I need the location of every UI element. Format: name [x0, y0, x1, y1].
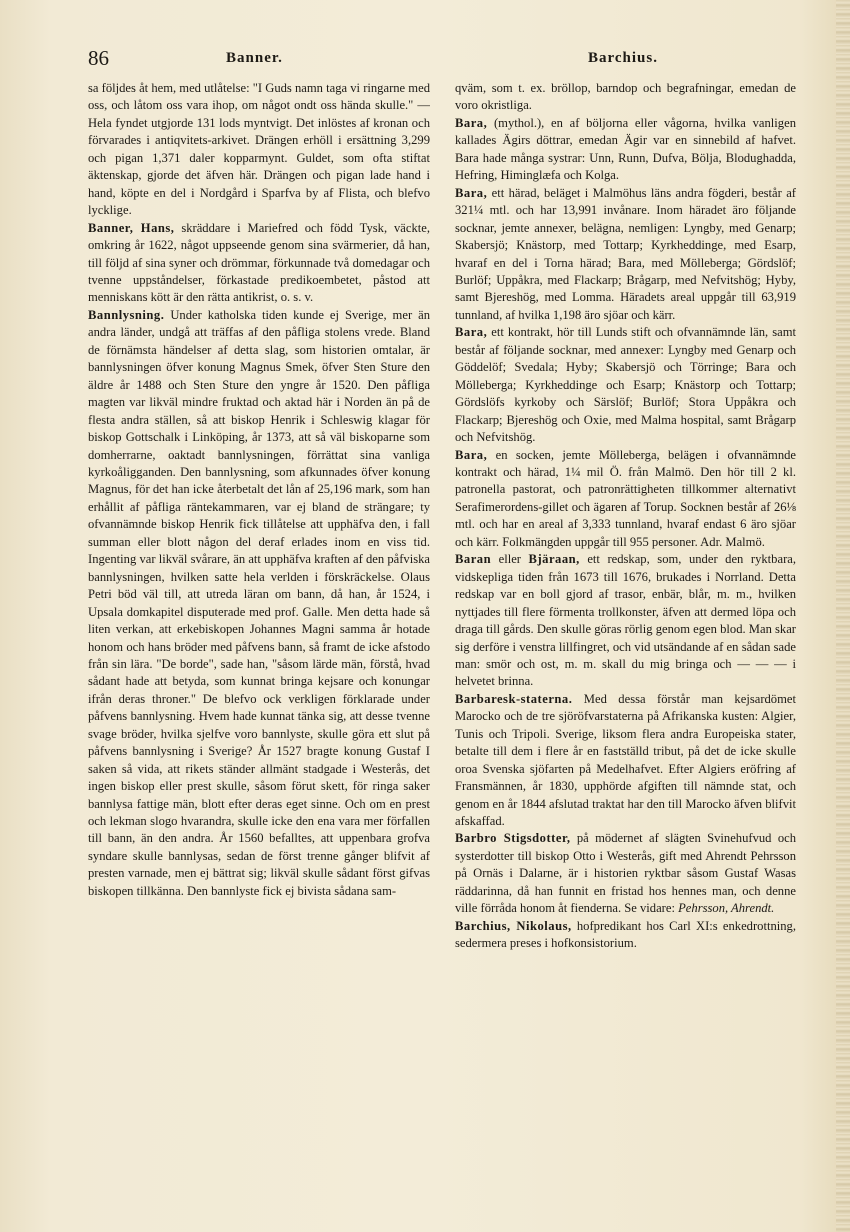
right-column — [455, 80, 796, 1200]
entry-headword: Bara, — [455, 325, 488, 340]
page-header — [88, 46, 810, 74]
entry-headword: Bara, — [455, 447, 488, 462]
entry-baran: Baran eller Bjäraan, ett redskap, som, under den ryktbara, vidskepliga tiden från 1673 till 1676, brukades i Norrland. Detta redskap var en boll gjord af trasor, enbär, blår, m. m., hvilken nyttjades till flere förmenta trollkonster, äfven att dermed löpa och draga till gårds. Den skulle göras rörlig genom egen blod. Man skar sig derföre i venstra lillfingret, och vid utsändande af en sådan sade man: smör och ost, m. m. skall du mig bringa och — — — i helvetet brinna. — [455, 552, 796, 689]
entry-banner-hans: Banner, Hans, skräddare i Mariefred och född Tysk, väckte, omkring år 1622, något uppseende genom sina svärmerier, då han, till följd af sina syner och drömmar, förkunnade två domedagar och tvenne uppståndelser, förkastade predikoembetet, påstod att menniskans kött är den rätta antikrist, o. s. v. — [88, 220, 430, 305]
entry-barbro-stigsdotter: Barbro Stigsdotter, på mödernet af slägten Svinehufvud och systerdotter till biskop Otto i Westerås, gift med Ahrendt Pehrsson på Ornäs i Dalarne, är i historien ryktbar såsom Gustaf Wasas räddarinna, då han funnit en fristad hos hennes man, och denne ville förråda honom åt fienderna. Se vidare: Pehrsson, Ahrendt. — [455, 831, 796, 916]
entry-bara-kontrakt: Bara, ett kontrakt, hör till Lunds stift och ofvannämnde län, samt består af följande socknar, med annexer: Lyngby med Genarp och Göddelöf; Svedala; Hyby; Skabersjö och Törringe; Bara och Mölleberga; Kyrkheddinge och Esarp; Knästorp och Tottarp; Gördslöfs kyrkoby och Särslöf; Burlöf; Stora Uppåkra och Flackarp; Bjereshög och Oxie, med Malma hospital, samt Brågarp och Nefvitshög. — [455, 325, 796, 445]
page-edge — [836, 0, 850, 1232]
cross-reference: Pehrsson, Ahrendt. — [678, 901, 775, 916]
entry-bara-harad: Bara, ett härad, beläget i Malmöhus läns andra fögderi, består af 321¼ mtl. och har 13,991 invånare. Inom häradet äro följande socknar, jemte annexer, belägna, nemligen: Lyngby, med Genarp; Skabersjö; Knästorp, med Tottarp; Kyrkheddinge, med Esarp, hvaraf en del i Torna härad; Bara, med Mölleberga; Gördslöf; Burlöf; Uppåkra, med Flackarp; Brågarp, med Nefvitshög; Hyby, samt Bjereshög, med Lomma. Häradets areal uppgår till 63,919 tunnland, af hvilka 1,198 äro sjöar och kärr. — [455, 185, 796, 322]
entry-headword: Bannlysning. — [88, 307, 165, 322]
entry-continuation: qväm, som t. ex. bröllop, barndop och begrafningar, emedan de voro okristliga. — [455, 81, 796, 113]
left-column — [88, 80, 430, 1200]
entry-headword-alt: Bjäraan, — [528, 552, 580, 567]
page-number: 86 — [88, 46, 109, 70]
running-headword-left: Banner. — [226, 50, 283, 66]
entry-bara-mythol: Bara, (mythol.), en af böljorna eller vågorna, hvilka vanligen kallades Ägirs döttrar, emedan Ägir var en sinnebild af hafvet. Bara hade många systrar: Unn, Runn, Dufva, Bölja, Blodughadda, Hefring, Himinglæfa och Kolga. — [455, 115, 796, 183]
entry-headword: Barbro Stigsdotter, — [455, 831, 571, 846]
entry-headword: Baran — [455, 552, 492, 567]
entry-barchius-nikolaus: Barchius, Nikolaus, hofpredikant hos Carl XI:s enkedrottning, sedermera preses i hofkonsistorium. — [455, 918, 796, 951]
entry-bara-socken: Bara, en socken, jemte Mölleberga, belägen i ofvannämnde kontrakt och härad, 1¼ mil Ö. från Malmö. Den hör till 2 kl. patronella pastorat, och patronrättigheten tillkommer alternativt Serafimerordens-gillet och ägaren af Torup. Socknen består af 26⅛ mtl. och har en areal af 3,333 tunnland, hvaraf endast 6 äro sjöar och kärr. Folkmängden uppgår till 955 personer. Adr. Malmö. — [455, 447, 796, 549]
entry-bannlysning: Bannlysning. Under katholska tiden kunde ej Sverige, mer än andra länder, undgå att träffas af den påfliga stolens vrede. Bland de förnämsta händelser af detta slag, som historien omtalar, är bannlysningen öfver konung Magnus Smek, öfver Sten Sture den äldre år 1488 och Sten Sture den yngre år 1520. Den påfliga magten var likväl mindre fruktad och aktad här i Norden än på de flesta andra ställen, så att biskop Henrik i Schleswig klagar för biskop Gottschalk i Linköping, år 1373, att så väl biskoparne som domherrarne, oaktadt bannlysningen, förrättat sina vanliga kyrkoåligganden. Den bannlysning, som afkunnades öfver konung Magnus, för det han icke återbetalt det lån af 25,196 mark, som han erhållit af påfliga räntekammaren, var ej bland de strängare; ty ofvannämnde biskop Henrik fick tillåtelse att upphäfva den, i fall summan eller blott någon del deraf erlades inom en viss tid. Ingenting var likväl svårare, än att upphäfva kraften af den påfviska bannlysningen, hvilken satte hela verlden i förskräckelse. Olaus Petri böd väl till, att utreda läran om bann, då han, år 1524, i Upsala domkapitel disputerade med prof. Galle. Men detta hade så liten verkan, att erkebiskopen Johannes Magni samma år hotade honom och hans bröder med påfvens bann, så framt de icke afstodo från sin lära. "De borde", sade han, "såsom lärde män, förstå, hvad sådant hade att betyda, som kunnat bringa kejsare och konungar ifrån deras throner." De blefvo ock verkligen förklarade under påfvens bannlysning. Hvem hade kunnat tänka sig, att desse tvenne svage bröder, hvilka sjelfve voro bannlyste, skulle göra ett slut på påfvens bannlysning i Sverige? År 1527 bragte konung Gustaf I saken så vida, att rikets ständer allmänt stadgade i Westerås, det ingen biskop eller prest skulle, såsom förut skett, för ringa saker bannlysa fattige män, blott efter deras eget sinne. Och om en prest och lekman slogo hvarandra, skulle icke den ena vara mer förfallen till bann, än den andra. År 1560 befalltes, att uppenbara grofva syndare skulle bannlysas, sedan de först trenne gånger blifvit af presten varnade, men ej bättrat sig; likväl skulle sådant först gifvas biskopen tillkänna. Den bannlyste fick ej bivista sådana sam- — [88, 307, 430, 898]
running-headword-right: Barchius. — [588, 50, 658, 66]
entry-continuation: sa följdes åt hem, med utlåtelse: "I Guds namn taga vi ringarne med oss, och låtom oss vara ihop, om något ondt oss hända skulle." — Hela fyndet utgjorde 131 lods myntvigt. Det inlöstes af kronan och förvarades i antiqvitets-arkivet. Drängen erhöll i ersättning 3,299 och pigan 1,371 daler kopparmynt. Guldet, som ofta stiftat äktenskap, gjorde det äfven här. Drängen och pigan lade hand i hand, köpte en del i Nordgård i Sparfva by af Flista, och blefvo lycklige. — [88, 81, 430, 218]
entry-headword: Banner, Hans, — [88, 220, 175, 235]
entry-headword: Barbaresk-staterna. — [455, 691, 573, 706]
entry-barbaresk-staterna: Barbaresk-staterna. Med dessa förstår man kejsardömet Marocko och de tre sjöröfvarstaterna på Afrikanska kusten: Algier, Tunis och Tripoli. Sverige, liksom flera andra Europeiska stater, betalte till dem i flere år en fastställd tribut, på det de icke skulle oroa Svenska sjöfarten på Medelhafvet. Efter Algiers eröfring af Fransmännen, år 1830, upphörde afgiften till nämnde stat, och genom en år 1844 afslutad traktat har den till Marocko äfven blifvit afskaffad. — [455, 691, 796, 829]
entry-headword: Bara, — [455, 115, 488, 130]
entry-headword: Barchius, Nikolaus, — [455, 918, 572, 933]
entry-headword: Bara, — [455, 185, 488, 200]
